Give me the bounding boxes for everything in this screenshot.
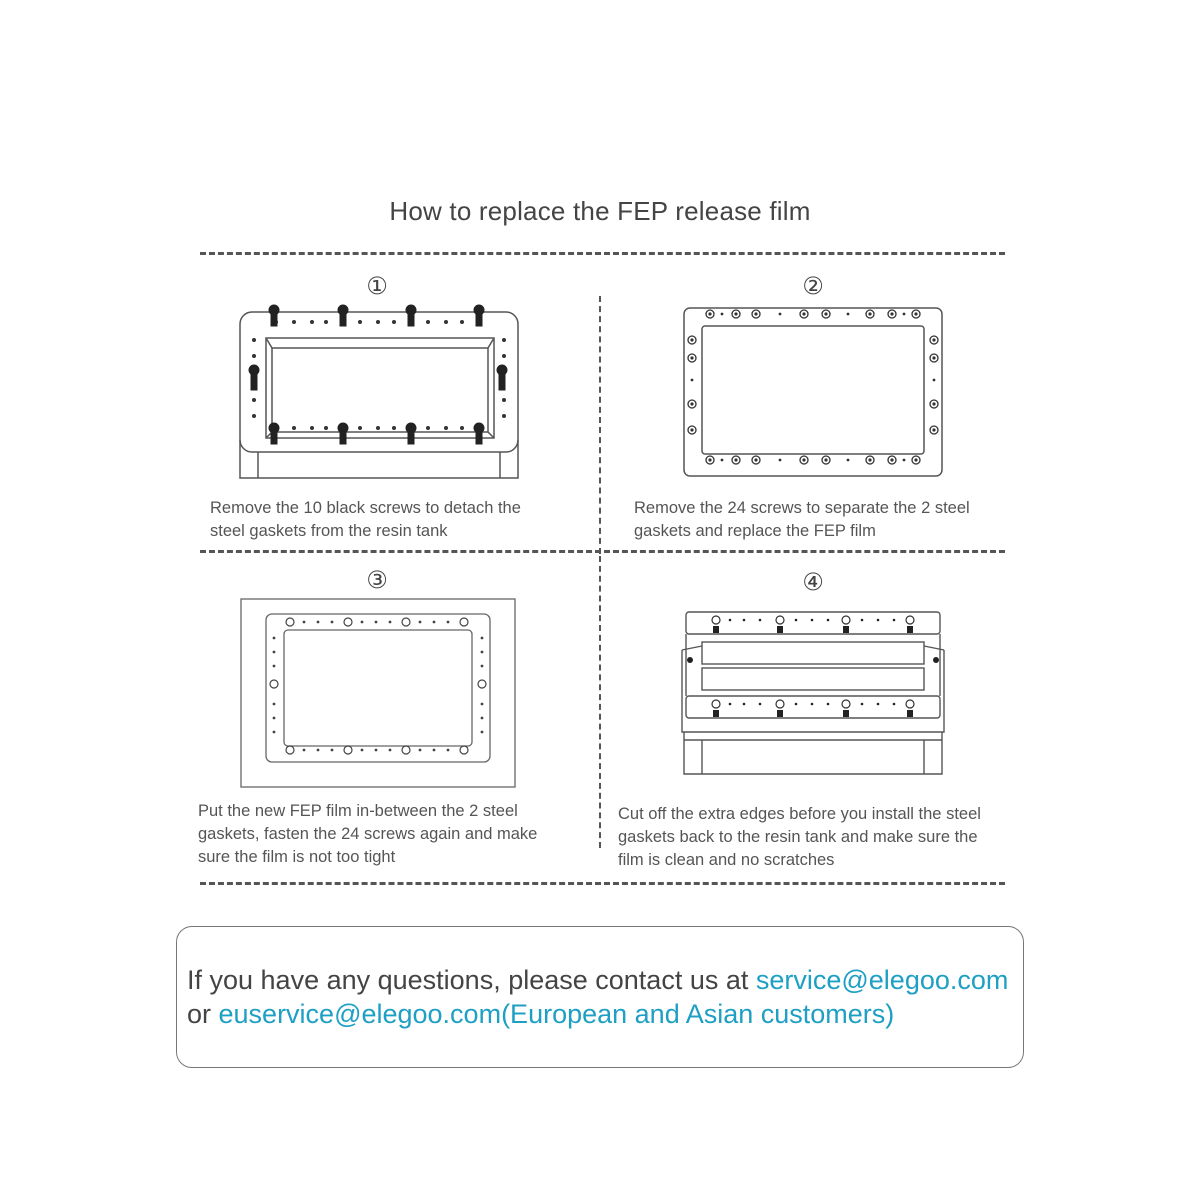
step-3-caption: [198, 800, 537, 869]
divider-top: [200, 252, 1005, 255]
step-1-caption-line: Remove the 10 black screws to detach the: [210, 499, 521, 517]
step-1-illustration: [236, 300, 526, 485]
step-3-number: ③: [366, 567, 388, 594]
step-4-caption-line: film is clean and no scratches: [618, 851, 835, 869]
divider-vertical-upper: [599, 296, 601, 554]
step-4-caption-line: Cut off the extra edges before you install the steel: [618, 805, 981, 823]
step-3-caption-line: gaskets, fasten the 24 screws again and make: [198, 825, 538, 843]
contact-line-2-text: or: [187, 999, 219, 1029]
step-4-illustration: [680, 606, 946, 780]
step-3-caption-line: sure the film is not too tight: [198, 848, 396, 866]
step-1-caption-line: steel gaskets from the resin tank: [210, 522, 448, 540]
step-4-number: ④: [802, 569, 824, 596]
step-1-caption: [210, 497, 521, 543]
page-title: How to replace the FEP release film: [389, 196, 811, 226]
email-link-service[interactable]: service@elegoo.com: [755, 965, 1009, 995]
step-2-illustration: [680, 300, 946, 482]
step-2-caption: [634, 497, 970, 543]
email-link-euservice[interactable]: euservice@elegoo.com(European and Asian customers): [218, 999, 895, 1029]
step-3-illustration: [238, 596, 518, 790]
step-3-caption-line: Put the new FEP film in-between the 2 steel: [198, 802, 518, 820]
step-2-number: ②: [802, 273, 824, 300]
divider-middle: [200, 550, 1005, 553]
contact-line-1-text: If you have any questions, please contact us at: [187, 965, 756, 995]
divider-bottom: [200, 882, 1005, 885]
contact-line-1: [187, 963, 1008, 997]
contact-line-2: [187, 997, 1008, 1031]
divider-vertical-lower: [599, 556, 601, 848]
step-2-caption-line: Remove the 24 screws to separate the 2 steel: [634, 499, 970, 517]
step-4-caption: [618, 803, 981, 872]
step-1-number: ①: [366, 273, 388, 300]
step-2-caption-line: gaskets and replace the FEP film: [634, 522, 876, 540]
step-4-caption-line: gaskets back to the resin tank and make sure the: [618, 828, 978, 846]
contact-text: [187, 963, 1008, 1031]
contact-box: [176, 926, 1024, 1068]
